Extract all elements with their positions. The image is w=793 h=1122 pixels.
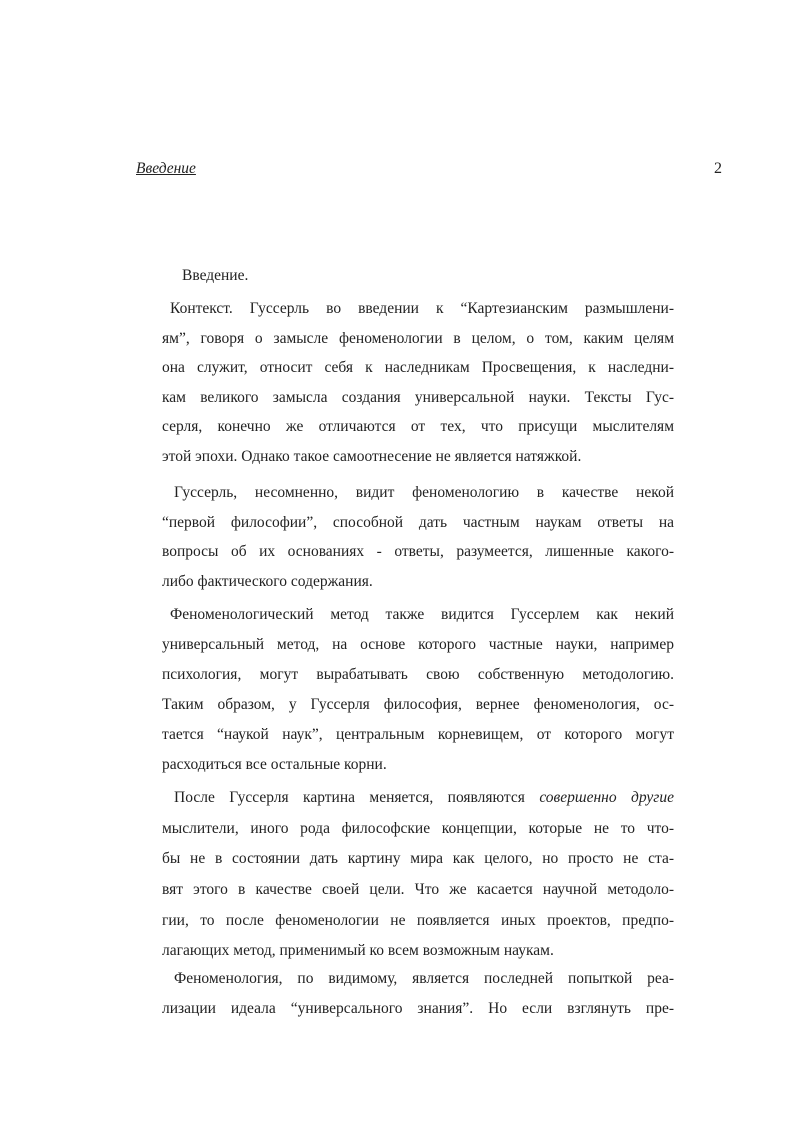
paragraph-line: тается “наукой наук”, центральным корневищем, от которого могут — [162, 726, 674, 743]
paragraph-line: гии, то после феноменологии не появляется иных проектов, предпо- — [162, 912, 674, 929]
section-heading: Введение. — [182, 267, 249, 284]
paragraph-line: расходиться все остальные корни. — [162, 756, 387, 773]
page-number: 2 — [714, 160, 722, 177]
paragraph-line: Феноменология, по видимому, является последней попыткой реа- — [174, 970, 674, 987]
paragraph-line: кам великого замысла создания универсальной науки. Тексты Гус- — [162, 389, 674, 406]
paragraph-line: психология, могут вырабатывать свою собственную методологию. — [162, 666, 674, 683]
running-head: Введение — [136, 160, 196, 177]
paragraph-line-text: После Гуссерля картина меняется, появляются — [174, 789, 540, 806]
paragraph-line — [174, 787, 674, 809]
paragraph-line: либо фактического содержания. — [162, 573, 373, 590]
paragraph-line: ям”, говоря о замысле феноменологии в целом, о том, каким целям — [162, 330, 674, 347]
paragraph-line: лизации идеала “универсального знания”. Но если взглянуть пре- — [162, 1000, 674, 1017]
paragraph-line: Феноменологический метод также видится Гуссерлем как некий — [170, 606, 674, 623]
paragraph-line: она служит, относит себя к наследникам Просвещения, к наследни- — [162, 359, 674, 376]
paragraph-line: мыслители, иного рода философские концепции, которые не то что- — [162, 820, 674, 837]
paragraph-line: серля, конечно же отличаются от тех, что присущи мыслителям — [162, 418, 674, 435]
paragraph-line: этой эпохи. Однако такое самоотнесение не является натяжкой. — [162, 448, 582, 465]
paragraph-line: “первой философии”, способной дать частным наукам ответы на — [162, 514, 674, 531]
paragraph-line: Гуссерль, несомненно, видит феноменологию в качестве некой — [174, 484, 674, 501]
emphasis-text: совершенно другие — [539, 789, 674, 806]
paragraph-line: вопросы об их основаниях - ответы, разумеется, лишенные какого- — [162, 543, 674, 560]
paragraph-line: универсальный метод, на основе которого частные науки, например — [162, 636, 674, 653]
paragraph-line: бы не в состоянии дать картину мира как целого, но просто не ста- — [162, 850, 674, 867]
paragraph-line: Таким образом, у Гуссерля философия, вернее феноменология, ос- — [162, 696, 674, 713]
paragraph-line: лагающих метод, применимый ко всем возможным наукам. — [162, 942, 554, 959]
paragraph-line: Контекст. Гуссерль во введении к “Картезианским размышлени- — [170, 300, 674, 317]
paragraph-line: вят этого в качестве своей цели. Что же касается научной методоло- — [162, 881, 674, 898]
